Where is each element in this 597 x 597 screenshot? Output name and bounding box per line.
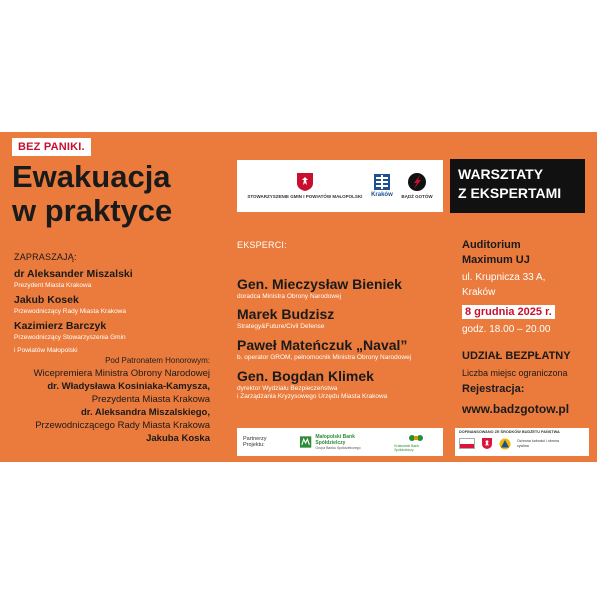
patronage-line-1: Wicepremiera Ministra Obrony Narodowej (33, 368, 210, 379)
partners-box (237, 428, 443, 456)
expert-name-2: Marek Budzisz (237, 306, 335, 322)
inviter-role-1: Prezydent Miasta Krakowa (14, 282, 92, 289)
title-line-1: Ewakuacja (12, 159, 171, 194)
polish-eagle-icon (481, 437, 493, 450)
venue-line-1: Auditorium (462, 239, 521, 251)
kbs-logo (394, 432, 437, 452)
patronage-line-2: dr. Władysława Kosiniaka-Kamysza, (47, 381, 210, 392)
badz-gotow-logo-text: BĄDŹ GOTÓW (401, 194, 433, 200)
experts-label: EKSPERCI: (237, 240, 287, 250)
kbs-name: Krakowski Bank Spółdzielczy (394, 444, 420, 452)
expert-role-2: Strategy&Future/Civil Defense (237, 323, 325, 330)
mbs-emblem-icon (299, 435, 312, 449)
inviter-role-2: Przewodniczący Rady Miasta Krakowa (14, 308, 126, 315)
eagle-shield-icon (296, 172, 314, 192)
workshop-line-2: Z EKSPERTAMI (458, 185, 562, 201)
badz-gotow-emblem-icon (407, 172, 427, 192)
inviter-name-3: Kazimierz Barczyk (14, 320, 107, 332)
organizer-logos (237, 160, 443, 212)
funding-box (455, 428, 589, 456)
krakow-logo-text: Kraków (371, 192, 393, 199)
title-line-2: w praktyce (12, 193, 173, 228)
limited-seats: Liczba miejsc ograniczona (462, 368, 568, 378)
expert-role-4b: i Zarządzania Kryzysowego Urzędu Miasta Krakowa (237, 393, 388, 400)
address-line-2: Kraków (462, 287, 496, 298)
funding-label: DOFINANSOWANO ZE ŚRODKÓW BUDŻETU PAŃSTWA (459, 430, 560, 434)
sgpm-logo (247, 172, 362, 200)
inviting-label: ZAPRASZAJĄ: (14, 252, 77, 262)
partners-label: Partnerzy Projektu: (243, 436, 267, 448)
mbs-subtext: Grupa Banku Spółdzielczego (315, 446, 361, 450)
expert-name-3: Paweł Mateńczuk „Naval” (237, 337, 408, 353)
mbs-name: Małopolski Bank Spółdzielczy (315, 434, 355, 446)
venue-name (462, 238, 530, 268)
inviter-role-3b: i Powiatów Małopolski (14, 347, 78, 354)
expert-role-3: b. operator GROM, pełnomocnik Ministra Obrony Narodowej (237, 354, 412, 361)
registration-link[interactable]: www.badzgotow.pl (462, 402, 570, 416)
polish-flag-icon (459, 438, 475, 449)
inviter-role-3: Przewodniczący Stowarzyszenia Gmin (14, 334, 126, 341)
event-time: godz. 18.00 – 20.00 (462, 324, 551, 335)
patronage-label: Pod Patronatem Honorowym: (105, 356, 210, 365)
civil-defense-text: Ochrona ludności i obrona cywilna (517, 439, 559, 448)
patronage-line-5: Przewodniczącego Rady Miasta Krakowa (35, 420, 210, 431)
kbs-emblem-icon (408, 432, 424, 444)
krakow-emblem-icon (373, 173, 391, 191)
patronage-line-3: Prezydenta Miasta Krakowa (91, 394, 210, 405)
mbs-logo (299, 434, 382, 450)
honorary-patronage (0, 354, 210, 445)
expert-role-1: doradca Ministra Obrony Narodowej (237, 293, 342, 300)
slogan-tag: BEZ PANIKI. (12, 138, 91, 156)
funding-logos (459, 437, 585, 450)
sgpm-logo-text: STOWARZYSZENIE GMIN I POWIATÓW MAŁOPOLSKI (247, 194, 363, 200)
expert-role-4: dyrektor Wydziału Bezpieczeństwa (237, 385, 338, 392)
inviter-name-2: Jakub Kosek (14, 294, 79, 306)
venue-address (462, 270, 545, 300)
address-line-1: ul. Krupnicza 33 A, (462, 272, 546, 283)
inviter-name-1: dr Aleksander Miszalski (14, 268, 133, 280)
free-participation: UDZIAŁ BEZPŁATNY (462, 350, 571, 362)
krakow-logo (371, 173, 393, 199)
expert-name-4: Gen. Bogdan Klimek (237, 368, 374, 384)
workshop-badge (450, 159, 585, 213)
patronage-line-4: dr. Aleksandra Miszalskiego, (80, 407, 210, 418)
civil-defense-icon (499, 438, 511, 450)
event-date: 8 grudnia 2025 r. (462, 305, 555, 319)
registration-label: Rejestracja: (462, 383, 525, 395)
badz-gotow-logo (401, 172, 432, 200)
workshop-line-1: WARSZTATY (458, 166, 544, 182)
event-title (12, 160, 172, 228)
patronage-line-6: Jakuba Koska (146, 433, 210, 444)
expert-name-1: Gen. Mieczysław Bieniek (237, 276, 402, 292)
venue-line-2: Maximum UJ (462, 254, 530, 266)
